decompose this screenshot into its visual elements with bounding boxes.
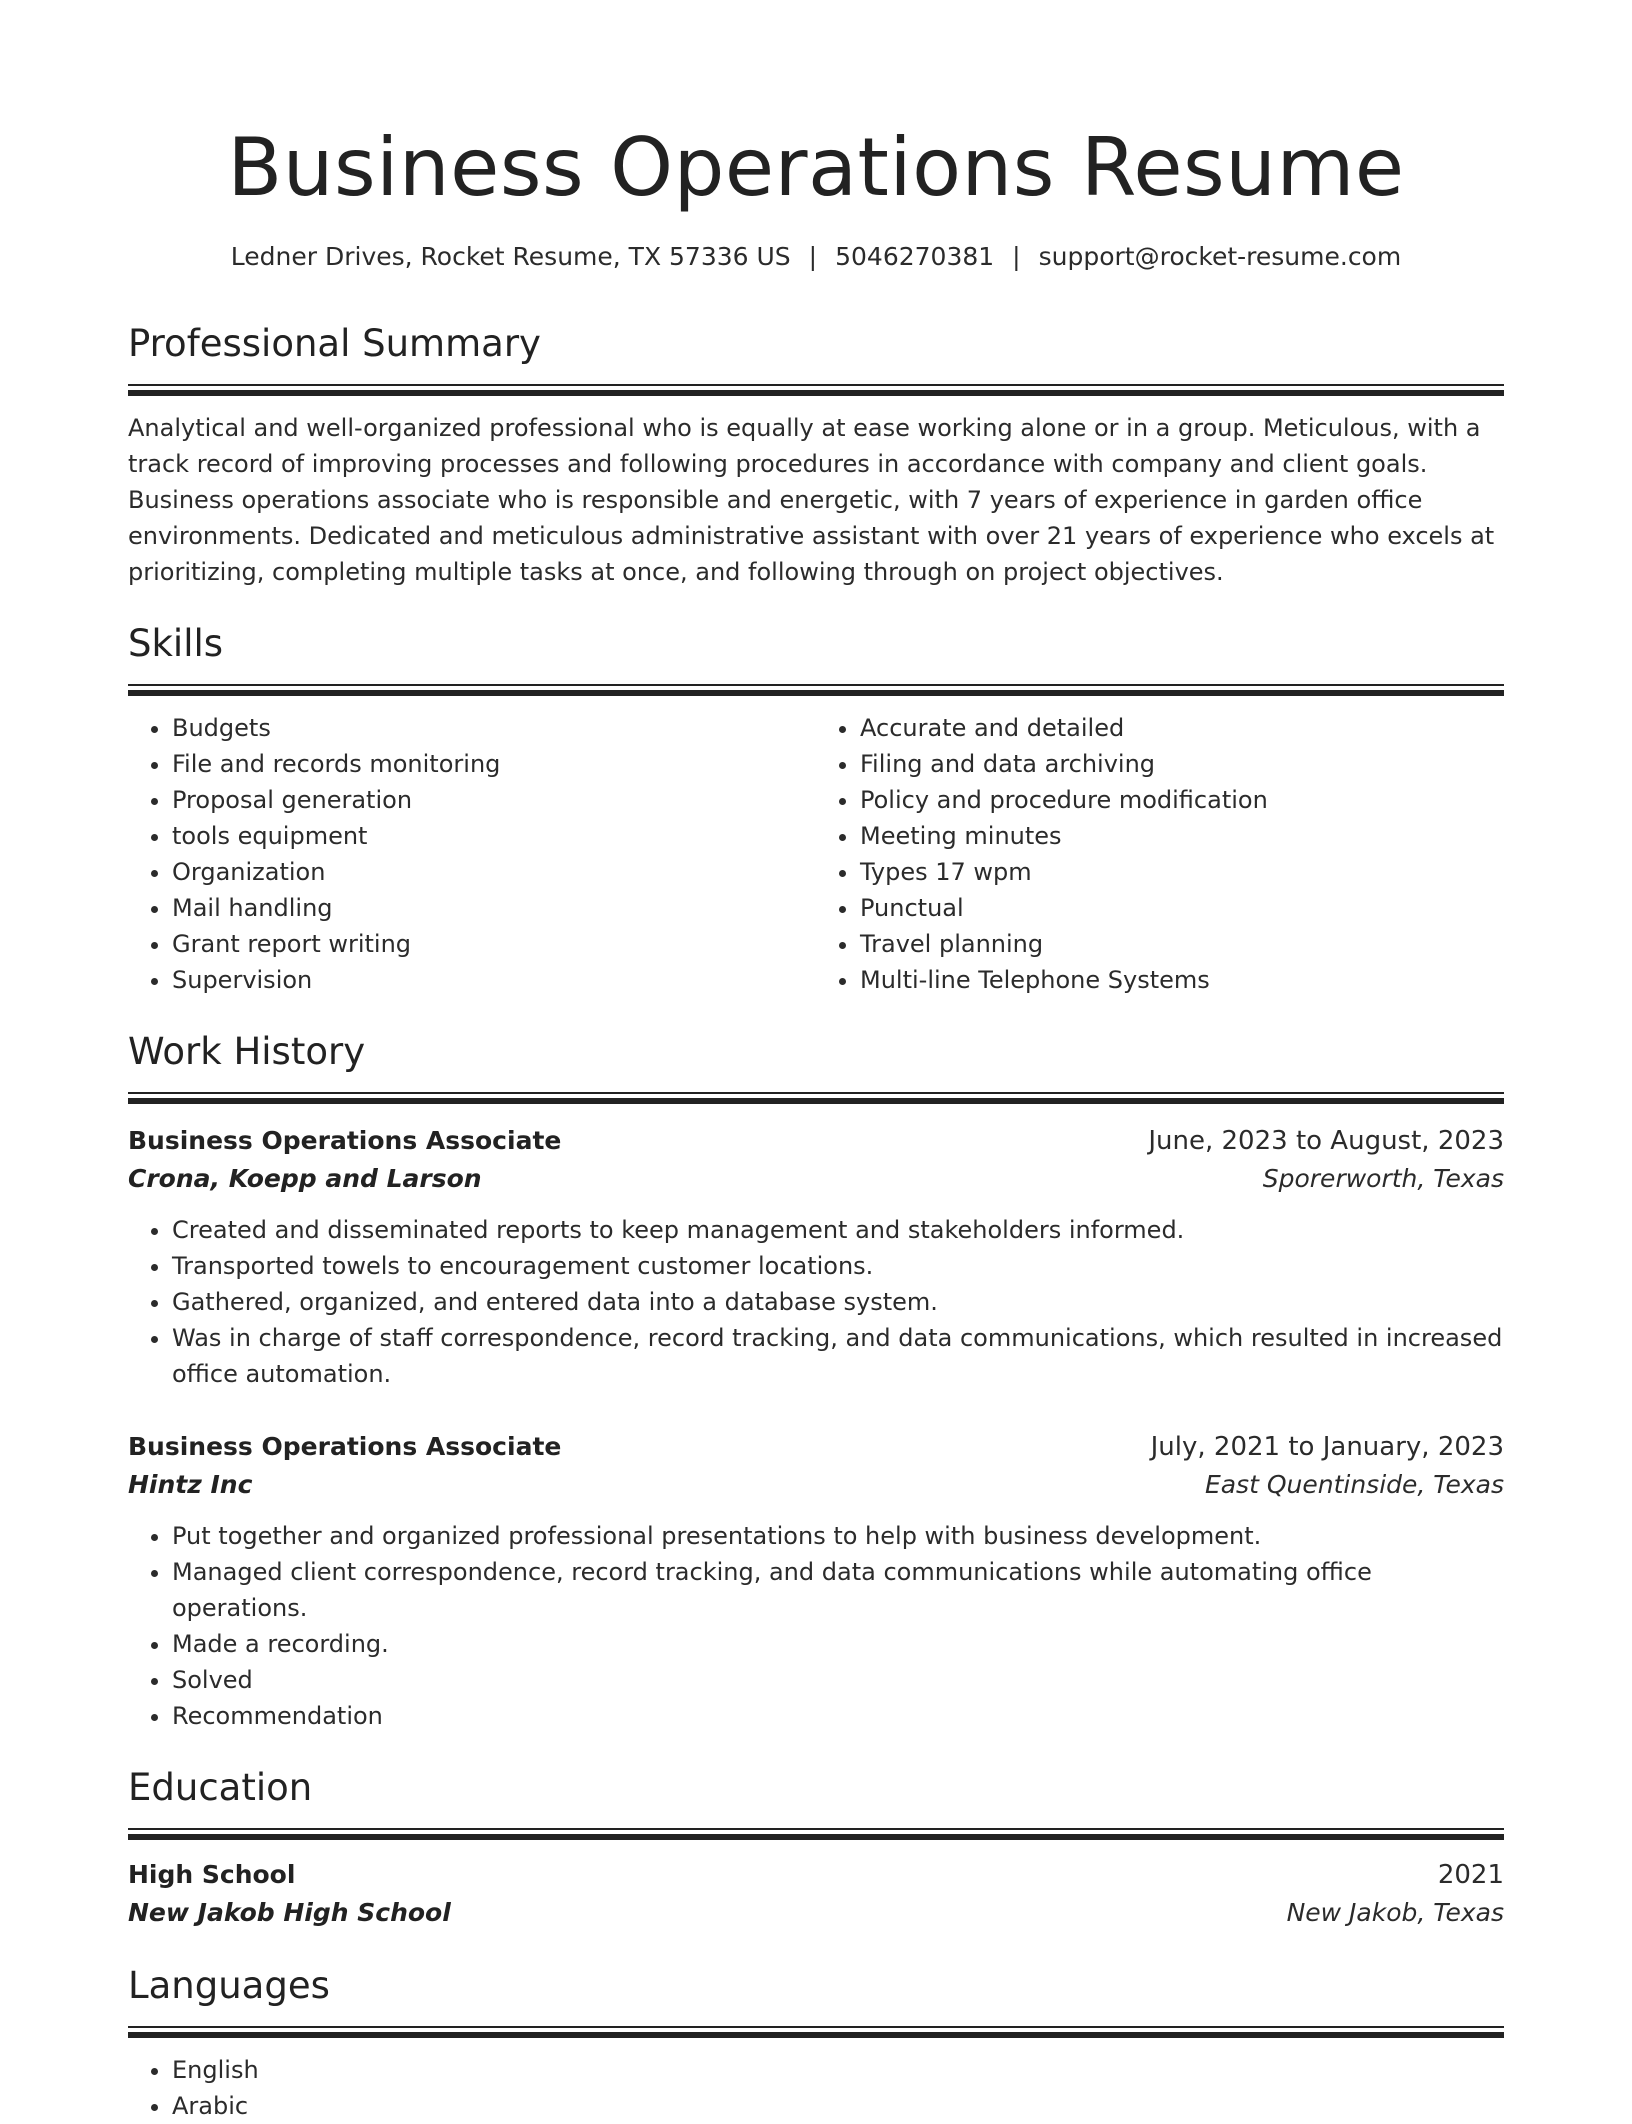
education-entry bbox=[128, 1856, 1504, 1932]
contact-email: support@rocket-resume.com bbox=[1038, 242, 1402, 271]
skills-list-left bbox=[128, 710, 816, 998]
skill-item: • Policy and procedure modification bbox=[860, 782, 1504, 818]
job-dates: June, 2023 to August, 2023 bbox=[1148, 1126, 1504, 1156]
skill-item: • Accurate and detailed bbox=[860, 710, 1504, 746]
education-title: Education bbox=[128, 1766, 313, 1809]
job-bullet: • Transported towels to encouragement customer locations. bbox=[172, 1248, 1504, 1284]
summary-section bbox=[128, 320, 1504, 590]
job-bullet: • Recommendation bbox=[172, 1698, 1504, 1734]
education-year: 2021 bbox=[1437, 1860, 1504, 1890]
skills-list-right bbox=[816, 710, 1504, 998]
summary-text: Analytical and well-organized professional who is equally at ease working alone or in a group. Meticulous, with a track record of improving processes and following procedures in accordance with company and client goals. Business operations associate who is responsible and energetic, with 7 years of experience in garden office environments. Dedicated and meticulous administrative assistant with over 21 years of experience who excels at prioritizing, completing multiple tasks at once, and following through on project objectives. bbox=[128, 414, 1495, 586]
languages-title: Languages bbox=[128, 1964, 330, 2007]
education-section bbox=[128, 1764, 1504, 1932]
skills-section bbox=[128, 620, 1504, 998]
job-bullet: • Managed client correspondence, record tracking, and data communications while automating office operations. bbox=[172, 1554, 1504, 1626]
job-title: Business Operations Associate bbox=[128, 1432, 562, 1461]
skill-item: • Types 17 wpm bbox=[860, 854, 1504, 890]
section-divider bbox=[128, 2026, 1504, 2038]
job-bullet: • Made a recording. bbox=[172, 1626, 1504, 1662]
job-bullet: • Gathered, organized, and entered data into a database system. bbox=[172, 1284, 1504, 1320]
contact-separator: | bbox=[808, 242, 818, 271]
skill-item: • tools equipment bbox=[172, 818, 816, 854]
skill-item: • Supervision bbox=[172, 962, 816, 998]
education-location: New Jakob, Texas bbox=[1286, 1898, 1504, 1927]
work-history-section bbox=[128, 1028, 1504, 1734]
languages-section bbox=[128, 1962, 1504, 2124]
skill-item: • Proposal generation bbox=[172, 782, 816, 818]
job-bullet: • Put together and organized professional presentations to help with business development. bbox=[172, 1518, 1504, 1554]
resume-name: Business Operations Resume bbox=[227, 121, 1405, 214]
skill-item: • Organization bbox=[172, 854, 816, 890]
contact-separator: | bbox=[1012, 242, 1021, 271]
job-company: Crona, Koepp and Larson bbox=[128, 1164, 482, 1193]
section-divider bbox=[128, 1828, 1504, 1840]
education-degree: High School bbox=[128, 1860, 296, 1889]
skill-item: • Multi-line Telephone Systems bbox=[860, 962, 1504, 998]
education-school: New Jakob High School bbox=[128, 1898, 451, 1927]
job-location: East Quentinside, Texas bbox=[1204, 1470, 1504, 1499]
skill-item: • Meeting minutes bbox=[860, 818, 1504, 854]
job-location: Sporerworth, Texas bbox=[1262, 1164, 1504, 1193]
skill-item: • Punctual bbox=[860, 890, 1504, 926]
language-item: • English bbox=[172, 2052, 1504, 2088]
contact-address: Ledner Drives, Rocket Resume, TX 57336 US bbox=[230, 242, 791, 271]
job-bullet: • Created and disseminated reports to keep management and stakeholders informed. bbox=[172, 1212, 1504, 1248]
section-divider bbox=[128, 384, 1504, 396]
summary-title: Professional Summary bbox=[128, 322, 541, 365]
job-bullets bbox=[128, 1518, 1504, 1734]
job-entry bbox=[128, 1428, 1504, 1734]
section-divider bbox=[128, 684, 1504, 696]
job-dates: July, 2021 to January, 2023 bbox=[1150, 1432, 1504, 1462]
skill-item: • Filing and data archiving bbox=[860, 746, 1504, 782]
skills-columns bbox=[128, 710, 1504, 998]
skill-item: • File and records monitoring bbox=[172, 746, 816, 782]
skill-item: • Budgets bbox=[172, 710, 816, 746]
job-bullet: • Was in charge of staff correspondence, record tracking, and data communications, which resulted in increased office automation. bbox=[172, 1320, 1504, 1392]
job-bullets bbox=[128, 1212, 1504, 1392]
contact-phone: 5046270381 bbox=[835, 242, 995, 271]
skills-title: Skills bbox=[128, 622, 224, 665]
job-title: Business Operations Associate bbox=[128, 1126, 562, 1155]
job-bullet: • Solved bbox=[172, 1662, 1504, 1698]
job-entry bbox=[128, 1122, 1504, 1392]
work-history-title: Work History bbox=[128, 1030, 366, 1073]
contact-line bbox=[128, 240, 1504, 274]
language-item: • Arabic bbox=[172, 2088, 1504, 2124]
skill-item: • Travel planning bbox=[860, 926, 1504, 962]
job-company: Hintz Inc bbox=[128, 1470, 253, 1499]
section-divider bbox=[128, 1092, 1504, 1104]
skill-item: • Grant report writing bbox=[172, 926, 816, 962]
languages-list bbox=[128, 2052, 1504, 2124]
skill-item: • Mail handling bbox=[172, 890, 816, 926]
